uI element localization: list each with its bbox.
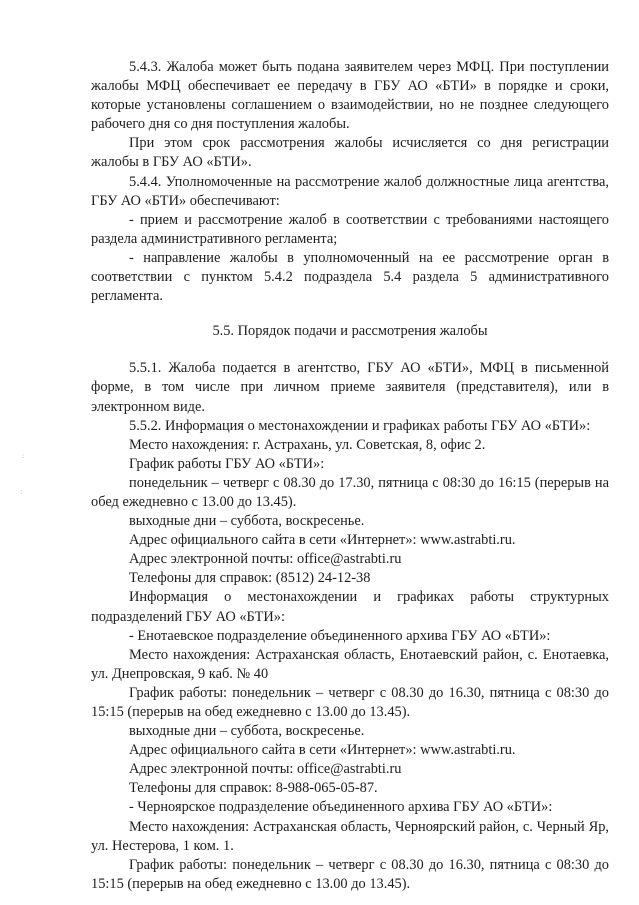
enotaevsk-schedule: График работы: понедельник – четверг с 08.30 до 16.30, пятница с 08:30 до 15:15 (перерыв на обед ежедневно с 13.00 до 13.45).: [91, 684, 609, 720]
website-line: Адрес официального сайта в сети «Интернет»: www.astrabti.ru.: [129, 532, 516, 549]
document-body: [91, 58, 609, 894]
paragraph-5-4-4: 5.4.4. Уполномоченные на рассмотрение жалоб должностные лица агентства, ГБУ АО «БТИ» обеспечивают:: [91, 173, 609, 209]
schedule-hours: понедельник – четверг с 08.30 до 17.30, пятница с 08:30 до 16:15 (перерыв на обед ежедневно с 13.00 до 13.45).: [91, 474, 609, 510]
address-line: Место нахождения: г. Астрахань, ул. Советская, 8, офис 2.: [129, 436, 486, 453]
list-item-forwarding: - направление жалобы в уполномоченный на ее рассмотрение орган в соответствии с пунктом 5.4.2 подраздела 5.4 раздела 5 административного регламента.: [91, 249, 609, 305]
enotaevsk-title: - Енотаевское подразделение объединенного архива ГБУ АО «БТИ»:: [129, 627, 551, 644]
section-heading: 5.5. Порядок подачи и рассмотрения жалобы: [212, 323, 488, 340]
enotaevsk-website: Адрес официального сайта в сети «Интернет»: www.astrabti.ru.: [129, 742, 516, 759]
paragraph-5-5-2: 5.5.2. Информация о местонахождении и графиках работы ГБУ АО «БТИ»:: [129, 417, 591, 434]
paragraph-5-4-3: 5.4.3. Жалоба может быть подана заявителем через МФЦ. При поступлении жалобы МФЦ обеспечивает ее передачу в ГБУ АО «БТИ» в порядке и сроки, которые установлены соглашением о взаимодействии, но не позднее следующего рабочего дня со дня поступления жалобы.: [91, 59, 609, 133]
chernoyarsk-schedule: График работы: понедельник – четверг с 08.30 до 16.30, пятница с 08:30 до 15:15 (перерыв на обед ежедневно с 13.00 до 13.45).: [91, 856, 609, 892]
margin-mark: :: [20, 488, 23, 496]
chernoyarsk-address: Место нахождения: Астраханская область, Черноярский район, с. Черный Яр, ул. Нестерова, 1 ком. 1.: [91, 818, 609, 854]
enotaevsk-days-off: выходные дни – суббота, воскресенье.: [129, 723, 365, 740]
paragraph-deadline: При этом срок рассмотрения жалобы исчисляется со дня регистрации жалобы в ГБУ АО «БТИ».: [91, 135, 609, 171]
days-off: выходные дни – суббота, воскресенье.: [129, 513, 365, 530]
enotaevsk-email: Адрес электронной почты: office@astrabti.ru: [129, 761, 402, 778]
chernoyarsk-title: - Черноярское подразделение объединенного архива ГБУ АО «БТИ»:: [129, 799, 553, 816]
phone-line: Телефоны для справок: (8512) 24-12-38: [129, 570, 371, 587]
enotaevsk-phone: Телефоны для справок: 8-988-065-05-87.: [129, 780, 378, 797]
margin-mark: :: [22, 452, 25, 460]
enotaevsk-address: Место нахождения: Астраханская область, Енотаевский район, с. Енотаевка, ул. Днепровская, 9 каб. № 40: [91, 646, 609, 682]
subdivisions-title: Информация о местонахождении и графиках работы структурных подразделений ГБУ АО «БТИ»:: [91, 589, 609, 625]
email-line: Адрес электронной почты: office@astrabti.ru: [129, 551, 402, 568]
list-item-reception: - прием и рассмотрение жалоб в соответствии с требованиями настоящего раздела административного регламента;: [91, 211, 609, 247]
paragraph-5-5-1: 5.5.1. Жалоба подается в агентство, ГБУ АО «БТИ», МФЦ в письменной форме, в том числе при личном приеме заявителя (представителя), или в электронном виде.: [91, 360, 609, 415]
schedule-title: График работы ГБУ АО «БТИ»:: [129, 455, 325, 472]
